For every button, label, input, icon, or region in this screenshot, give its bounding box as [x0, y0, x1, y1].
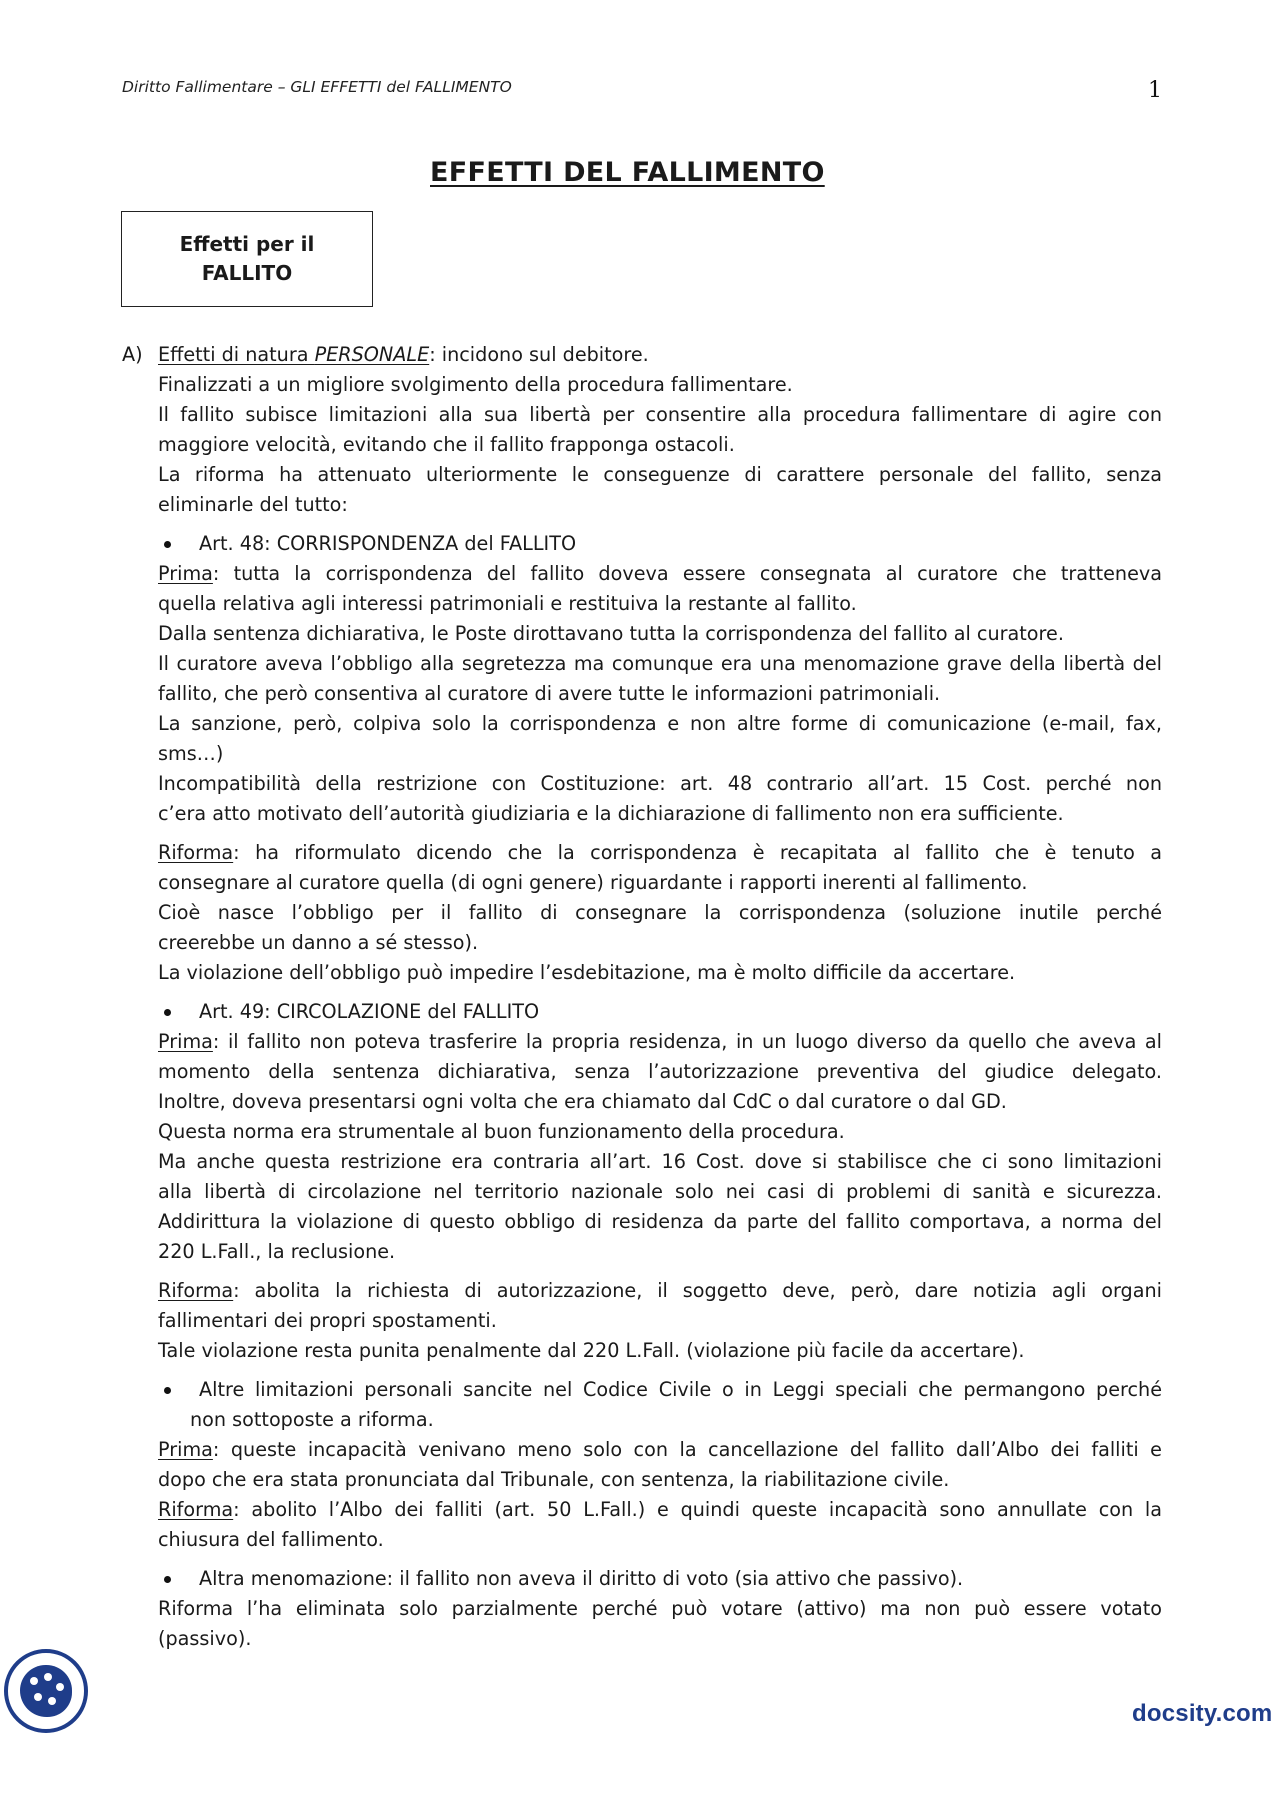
watermark-text[interactable]: docsity.com [1132, 1700, 1273, 1727]
text-line: La violazione dell’obbligo può impedire l’esdebitazione, ma è molto difficile da accertare. [158, 961, 1016, 984]
text-line [158, 1276, 1162, 1306]
docsity-logo-icon [4, 1649, 88, 1733]
altre-bullet-line-1: Altre limitazioni personali sancite nel Codice Civile o in Leggi speciali che permangono perché [199, 1378, 1162, 1401]
section-a-marker: A) [122, 343, 143, 366]
art49-bullet [122, 997, 1162, 1027]
side-box-text [180, 230, 315, 288]
art48-section [122, 529, 1162, 988]
riforma-label: Riforma [158, 1498, 234, 1521]
text-line: Finalizzati a un migliore svolgimento della procedura fallimentare. [158, 373, 793, 396]
altre-section [122, 1375, 1162, 1555]
art49-section [122, 997, 1162, 1366]
altre-text [122, 1435, 1162, 1555]
text-line: Il curatore aveva l’obbligo alla segretezza ma comunque era una menomazione grave della libertà del [158, 652, 1162, 675]
section-a-text [122, 370, 1162, 520]
section-a-heading-em: PERSONALE [314, 343, 430, 366]
header-title: Diritto Fallimentare – GLI EFFETTI del FALLIMENTO [122, 78, 512, 96]
art48-bullet-text: Art. 48: CORRISPONDENZA del FALLITO [199, 532, 577, 555]
voto-bullet [122, 1564, 1162, 1594]
text-line [158, 1435, 1162, 1465]
riforma-label: Riforma [158, 1279, 234, 1302]
prima-label: Prima [158, 562, 213, 585]
text-line: Incompatibilità della restrizione con Costituzione: art. 48 contrario all’art. 15 Cost. perché non [158, 772, 1162, 795]
text-line: momento della sentenza dichiarativa, senza l’autorizzazione preventiva del giudice delegato. [158, 1060, 1162, 1083]
section-a-heading-text [122, 343, 649, 366]
text-line: (passivo). [158, 1627, 252, 1650]
section-a-heading-pre: Effetti di natura [158, 343, 315, 366]
text-line [158, 838, 1162, 868]
text-line: Tale violazione resta punita penalmente dal 220 L.Fall. (violazione più facile da accertare). [158, 1339, 1025, 1362]
section-a [122, 340, 1162, 520]
art48-riforma [122, 838, 1162, 988]
altre-bullet [122, 1375, 1162, 1405]
text-line: dopo che era stata pronunciata dal Tribunale, con sentenza, la riabilitazione civile. [158, 1468, 950, 1491]
art49-riforma [122, 1276, 1162, 1366]
prima-label: Prima [158, 1438, 213, 1461]
text-line: Cioè nasce l’obbligo per il fallito di consegnare la corrispondenza (soluzione inutile perché [158, 901, 1162, 924]
text-line: quella relativa agli interessi patrimoniali e restituiva la restante al fallito. [158, 592, 857, 615]
text-line: Dalla sentenza dichiarativa, le Poste dirottavano tutta la corrispondenza del fallito al curatore. [158, 622, 1064, 645]
text-segment: : queste incapacità venivano meno solo con la cancellazione del fallito dall’Albo dei falliti e [212, 1438, 1162, 1461]
text-line: sms…) [158, 742, 224, 765]
text-segment: : abolito l’Albo dei falliti (art. 50 L.Fall.) e quindi queste incapacità sono annullate con la [233, 1498, 1162, 1521]
voto-bullet-text: Altra menomazione: il fallito non aveva il diritto di voto (sia attivo che passivo). [199, 1567, 964, 1590]
bullet-dot [164, 1009, 171, 1016]
art48-bullet [122, 529, 1162, 559]
text-line: Inoltre, doveva presentarsi ogni volta che era chiamato dal CdC o dal curatore o dal GD. [158, 1090, 1007, 1113]
text-segment: : il fallito non poteva trasferire la propria residenza, in un luogo diverso da quello che aveva al [212, 1030, 1162, 1053]
bullet-dot [164, 1576, 171, 1583]
logo-mark [20, 1665, 72, 1717]
text-line: La riforma ha attenuato ulteriormente le conseguenze di carattere personale del fallito, senza [158, 463, 1162, 486]
text-segment: : abolita la richiesta di autorizzazione, il soggetto deve, però, dare notizia agli organi [233, 1279, 1162, 1302]
section-a-heading [122, 340, 1162, 370]
side-box [121, 211, 373, 307]
riforma-label: Riforma [158, 841, 234, 864]
text-line: fallimentari dei propri spostamenti. [158, 1309, 497, 1332]
text-segment: : tutta la corrispondenza del fallito doveva essere consegnata al curatore che tratteneva [212, 562, 1162, 585]
text-line: Ma anche questa restrizione era contraria all’art. 16 Cost. dove si stabilisce che ci sono limitazioni [158, 1150, 1162, 1173]
voto-section [122, 1564, 1162, 1654]
text-line [158, 1027, 1162, 1057]
art49-bullet-text: Art. 49: CIRCOLAZIONE del FALLITO [199, 1000, 540, 1023]
text-line: 220 L.Fall., la reclusione. [158, 1240, 396, 1263]
art48-text [122, 559, 1162, 829]
text-line: fallito, che però consentiva al curatore di avere tutte le informazioni patrimoniali. [158, 682, 941, 705]
document-title: EFFETTI DEL FALLIMENTO [430, 157, 825, 188]
text-line: eliminarle del tutto: [158, 493, 348, 516]
document-body [122, 340, 1162, 1654]
text-line: chiusura del fallimento. [158, 1528, 384, 1551]
page-number: 1 [1148, 78, 1162, 103]
text-segment: : ha riformulato dicendo che la corrispondenza è recapitata al fallito che è tenuto a [233, 841, 1162, 864]
bullet-dot [164, 541, 171, 548]
bullet-dot [164, 1387, 171, 1394]
text-line: Il fallito subisce limitazioni alla sua libertà per consentire alla procedura fallimentare di agire con [158, 403, 1162, 426]
altre-bullet-line-2: non sottoposte a riforma. [190, 1408, 434, 1431]
text-line: maggiore velocità, evitando che il fallito frapponga ostacoli. [158, 433, 735, 456]
text-line: c’era atto motivato dell’autorità giudiziaria e la dichiarazione di fallimento non era sufficiente. [158, 802, 1064, 825]
voto-text [122, 1594, 1162, 1654]
text-line: Addirittura la violazione di questo obbligo di residenza da parte del fallito comportava, a norma del [158, 1210, 1162, 1233]
text-line [158, 559, 1162, 589]
text-line [158, 1495, 1162, 1525]
side-box-line-2: FALLITO [201, 261, 293, 285]
text-line: alla libertà di circolazione nel territorio nazionale solo nei casi di problemi di sanità e sicurezza. [158, 1180, 1162, 1203]
text-line: La sanzione, però, colpiva solo la corrispondenza e non altre forme di comunicazione (e-mail, fax, [158, 712, 1162, 735]
side-box-line-1: Effetti per il [179, 232, 315, 256]
section-a-heading-post: : incidono sul debitore. [429, 343, 649, 366]
art49-text [122, 1027, 1162, 1267]
text-line: Riforma l’ha eliminata solo parzialmente perché può votare (attivo) ma non può essere votato [158, 1597, 1162, 1620]
text-line: consegnare al curatore quella (di ogni genere) riguardante i rapporti inerenti al fallimento. [158, 871, 1028, 894]
text-line: Questa norma era strumentale al buon funzionamento della procedura. [158, 1120, 845, 1143]
text-line: creerebbe un danno a sé stesso). [158, 931, 479, 954]
prima-label: Prima [158, 1030, 213, 1053]
